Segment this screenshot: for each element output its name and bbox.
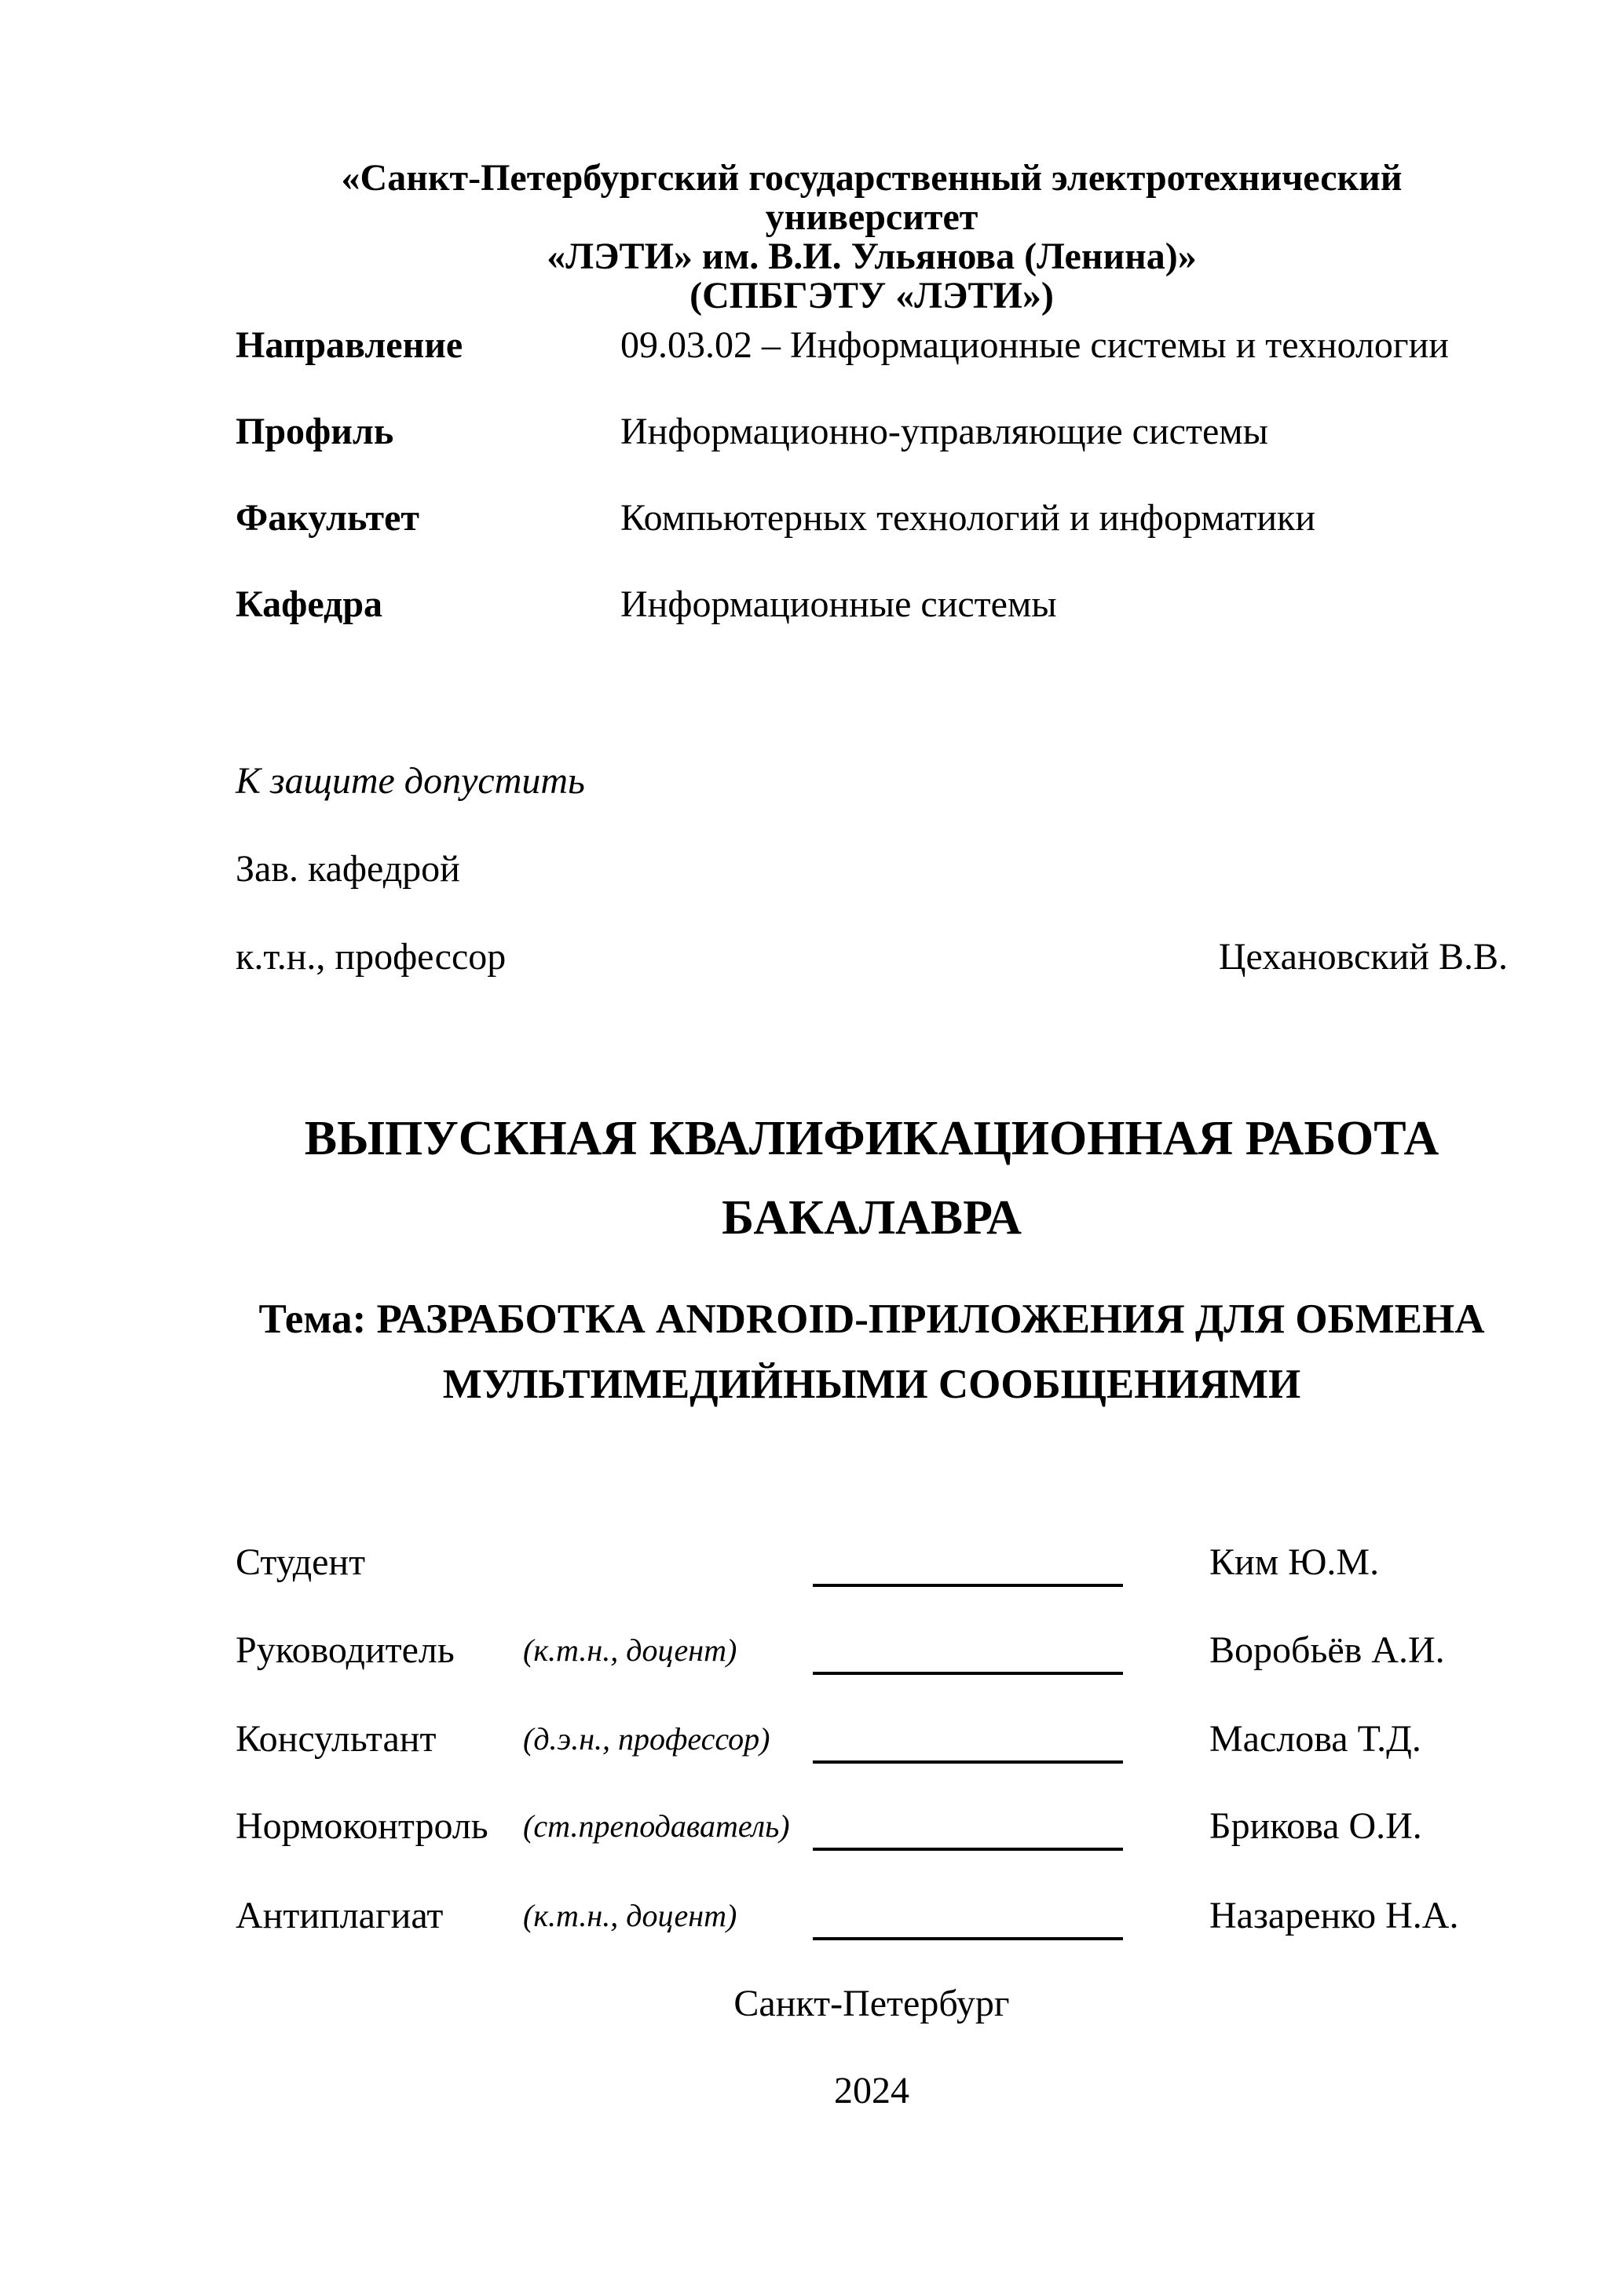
consultant-role-label: Консультант [236,1718,437,1760]
university-name-line1: «Санкт-Петербургский государственный электротехнический университет [341,157,1403,238]
department-head-signature-row [236,933,1508,982]
student-name: Ким Ю.М. [1209,1541,1380,1583]
head-name: Цехановский В.В. [1218,936,1508,978]
supervisor-degree: (к.т.н., доцент) [523,1632,737,1668]
normcontrol-signature-line [813,1802,1123,1851]
university-abbreviation: (СПБГЭТУ «ЛЭТИ») [689,275,1054,316]
university-name-line2: «ЛЭТИ» им. В.И. Ульянова (Ленина)» [547,236,1197,277]
student-role-label: Студент [236,1541,366,1583]
work-title-line1: ВЫПУСКНАЯ КВАЛИФИКАЦИОННАЯ РАБОТА [304,1112,1439,1165]
antiplagiarism-degree: (к.т.н., доцент) [523,1898,737,1933]
work-title-line2: БАКАЛАВРА [722,1191,1022,1245]
info-row-direction [236,321,1508,370]
supervisor-role-label: Руководитель [236,1629,455,1671]
theme-line1: Тема: РАЗРАБОТКА ANDROID-ПРИЛОЖЕНИЯ ДЛЯ ОБМЕНА [258,1296,1485,1342]
info-row-faculty [236,494,1508,543]
normcontrol-degree: (ст.преподаватель) [523,1808,790,1844]
supervisor-signature-line [813,1626,1123,1675]
profile-value: Информационно-управляющие системы [620,411,1268,452]
student-signature-line [813,1538,1123,1587]
direction-label: Направление [236,324,463,366]
city-line: Санкт-Петербург [733,1983,1010,2024]
profile-label: Профиль [236,411,394,452]
normcontrol-name: Брикова О.И. [1209,1805,1422,1847]
normcontrol-role-label: Нормоконтроль [236,1805,488,1847]
faculty-value: Компьютерных технологий и информатики [620,497,1316,539]
signature-row-student [236,1538,1508,1587]
year-line: 2024 [834,2070,909,2111]
faculty-label: Факультет [236,497,419,539]
info-row-department [236,580,1508,629]
antiplagiarism-signature-line [813,1892,1123,1940]
page-content [236,0,1508,2296]
admission-permit-line: К защите допустить [236,760,585,802]
theme-line2: МУЛЬТИМЕДИЙНЫМИ СООБЩЕНИЯМИ [442,1362,1301,1407]
signature-row-antiplagiarism [236,1892,1508,1940]
department-value: Информационные системы [620,583,1057,625]
antiplagiarism-name: Назаренко Н.А. [1209,1895,1459,1936]
head-degree: к.т.н., профессор [236,936,507,978]
info-row-profile [236,408,1508,456]
signature-row-normcontrol [236,1802,1508,1851]
antiplagiarism-role-label: Антиплагиат [236,1895,444,1936]
consultant-name: Маслова Т.Д. [1209,1718,1421,1760]
department-head-line: Зав. кафедрой [236,848,460,890]
university-header [236,159,1508,316]
signature-row-consultant [236,1715,1508,1764]
supervisor-name: Воробьёв А.И. [1209,1629,1445,1671]
direction-value: 09.03.02 – Информационные системы и технологии [620,324,1449,366]
department-label: Кафедра [236,583,383,625]
signature-row-supervisor [236,1626,1508,1675]
consultant-signature-line [813,1715,1123,1764]
consultant-degree: (д.э.н., профессор) [523,1721,770,1757]
